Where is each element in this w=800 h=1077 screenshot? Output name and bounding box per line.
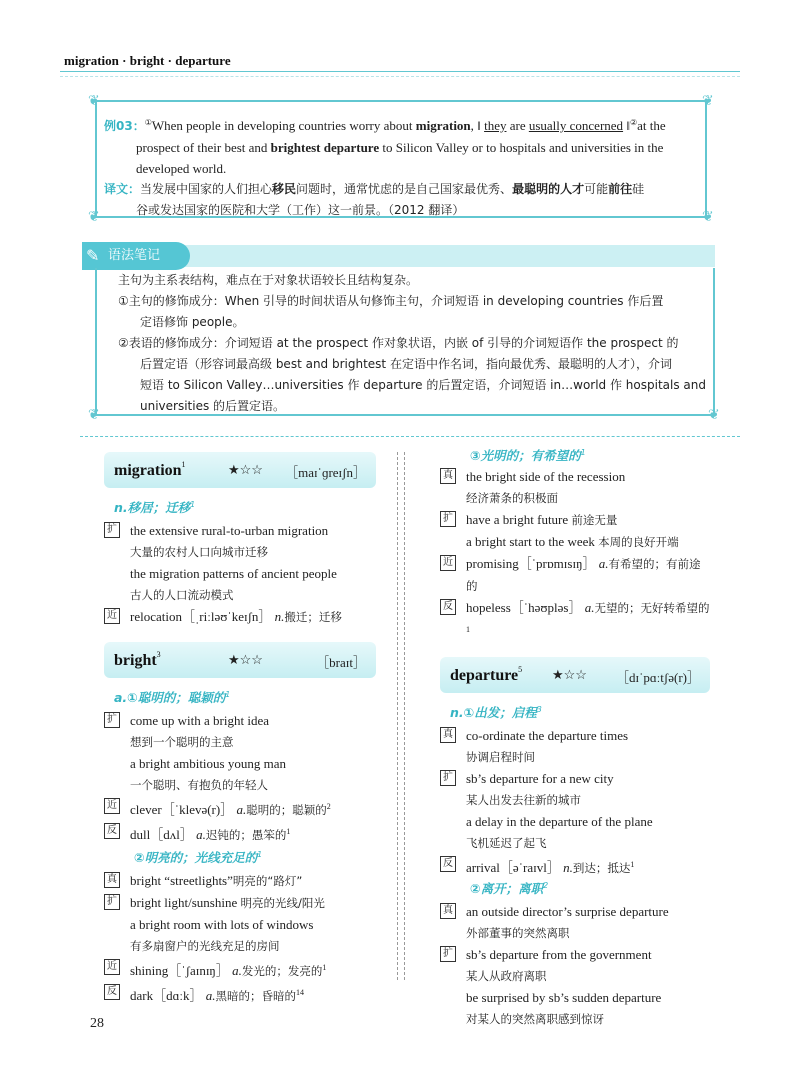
list-item: 近 promising［ˈprɒmɪsɪŋ］ a.有希望的；有前途的 <box>440 553 710 597</box>
example-sentence: 例03：①When people in developing countries worry about migration, ‖ they are usually concerned ‖②at the prospect of their best and brightest departure to Silicon Valley or to hospitals and universities in the developed world. 译文：当发展中国家的人们担心移民问题时，通常忧虑的是自己国家最优秀、最聪明的人才可能前往硅 谷或发达国家的医院和大学（工作）这一前景。（2012 翻译） <box>104 118 666 217</box>
corner-ornament-icon: ❦ <box>702 209 714 225</box>
list-item: 真 the bright side of the recession <box>440 466 710 487</box>
translation-label: 译文： <box>104 182 141 196</box>
list-item: 反 arrival［əˈraɪvl］ n.到达；抵达$^1$ <box>440 854 710 879</box>
antonym-badge: 反 <box>104 823 120 839</box>
expand-badge: 扩 <box>440 511 456 527</box>
example-label: 例03： <box>104 119 145 133</box>
header-rule <box>60 71 740 72</box>
list-item: 真 co-ordinate the departure times <box>440 725 710 746</box>
synonym-badge: 近 <box>440 555 456 571</box>
phonetic: ［dɪˈpɑːtʃə(r)］ <box>615 670 700 685</box>
list-item: 扩 sb’s departure from the government <box>440 944 710 965</box>
section-separator <box>80 436 740 437</box>
left-column: migration$^1$ ★☆☆ ［maɪˈɡreɪʃn］ n.移居；迁移$^1$ 扩 the extensive rural-to-urban migration 大量的农村人口向城市迁移 the migration patterns of ancient people 古人的人口流动模式 近 relocation［ˌriːləʊˈkeɪʃn］ n.搬迁；迁移 bright$^3$ ★☆☆ ［braɪt］ a.①聪明的；聪颖的$^1$ 扩 come up with a bright idea 想到一个聪明的主意 a bright ambitious young man 一个聪明、有抱负的年轻人 近 clever［ˈklevə(r)］ a.聪明的；聪颖的$^2$ 反 dull［dʌl］ a.迟钝的；愚笨的$^1$ ②明亮的；光线充足的$^1$ 真 bright “streetlights”明亮的“路灯” 扩 bright light/sunshine 明亮的光线/阳光 a bright room with lots of windows 有多扇窗户的光线充足的房间 近 shining［ˈʃaɪnɪŋ］ a.发光的；发亮的$^1$ 反 dark［dɑːk］ a.黑暗的；昏暗的$^{14}$ <box>104 452 376 1007</box>
real-exam-badge: 真 <box>440 903 456 919</box>
sense-label: a.①聪明的；聪颖的$^1$ <box>114 690 231 705</box>
sense-label: ②离开；离职$^2$ <box>470 881 549 896</box>
real-exam-badge: 真 <box>440 468 456 484</box>
list-item: 反 dull［dʌl］ a.迟钝的；愚笨的$^1$ <box>104 821 376 846</box>
column-divider <box>397 452 405 980</box>
synonym-badge: 近 <box>104 608 120 624</box>
pen-icon: ✎ <box>86 246 100 265</box>
list-item: 扩 the extensive rural-to-urban migration <box>104 520 376 541</box>
page-number: 28 <box>90 1016 104 1031</box>
list-item: 真 bright “streetlights”明亮的“路灯” <box>104 870 376 892</box>
antonym-badge: 反 <box>440 599 456 615</box>
list-item: 近 relocation［ˌriːləʊˈkeɪʃn］ n.搬迁；迁移 <box>104 606 376 628</box>
grammar-notes: 主句为主系表结构，难点在于对象状语较长且结构复杂。 ①主句的修饰成分：When 引导的时间状语从句修饰主句，介词短语 in developing countries 作后置 定语修饰 people。 ②表语的修饰成分：介词短语 at the prospect 作对象状语，内嵌 of 引导的介词短语作 the prospect 的 后置定语（形容词最高级 best and brightest 在定语中作名词，指向最优秀、最聪明的人才），介词 短语 to Silicon Valley…universities 作 departure 的后置定语，介词短语 in…world 作 hospitals and universities 的后置定语。 <box>118 273 706 413</box>
running-header: migration · bright · departure <box>64 53 231 68</box>
list-item: 反 dark［dɑːk］ a.黑暗的；昏暗的$^{14}$ <box>104 982 376 1007</box>
expand-badge: 扩 <box>104 894 120 910</box>
sense-label: n.移居；迁移$^1$ <box>114 500 196 515</box>
real-exam-badge: 真 <box>104 872 120 888</box>
antonym-badge: 反 <box>440 856 456 872</box>
frequency-stars: ★☆☆ <box>228 652 263 667</box>
synonym-badge: 近 <box>104 798 120 814</box>
expand-badge: 扩 <box>440 946 456 962</box>
corner-ornament-icon: ❦ <box>88 407 100 423</box>
list-item: 扩 bright light/sunshine 明亮的光线/阳光 <box>104 892 376 914</box>
frequency-stars: ★☆☆ <box>228 462 263 477</box>
sense-label: ③光明的；有希望的$^1$ <box>470 448 586 463</box>
frequency-stars: ★☆☆ <box>552 667 587 682</box>
corner-ornament-icon: ❦ <box>708 407 720 423</box>
list-item: 扩 sb’s departure for a new city <box>440 768 710 789</box>
phonetic: ［braɪt］ <box>316 655 366 670</box>
expand-badge: 扩 <box>104 712 120 728</box>
real-exam-badge: 真 <box>440 727 456 743</box>
grammar-title: 语法笔记 <box>82 242 190 270</box>
expand-badge: 扩 <box>440 770 456 786</box>
right-column: ③光明的；有希望的$^1$ 真 the bright side of the recession 经济萧条的积极面 扩 have a bright future 前途无量 a bright start to the week 本周的良好开端 近 promising［ˈprɒmɪsɪŋ］ a.有希望的；有前途的 反 hopeless［ˈhəʊpləs］ a.无望的；无好转希望的$^1$ departure$^5$ ★☆☆ ［dɪˈpɑːtʃə(r)］ n.①出发；启程$^3$ 真 co-ordinate the departure times 协调启程时间 扩 sb’s departure for a new city 某人出发去往新的城市 a delay in the departure of the plane 飞机延迟了起飞 反 arrival［əˈraɪvl］ n.到达；抵达$^1$ ②离开；离职$^2$ 真 an outside director’s surprise departure 外部董事的突然离职 扩 sb’s departure from the government 某人从政府离职 be surprised by sb’s sudden departure 对某人的突然离职感到惊讶 <box>440 446 710 1030</box>
list-item: 真 an outside director’s surprise departure <box>440 901 710 922</box>
sense-label: n.①出发；启程$^3$ <box>450 705 542 720</box>
list-item: 扩 have a bright future 前途无量 <box>440 509 710 531</box>
list-item: 扩 come up with a bright idea <box>104 710 376 731</box>
corner-ornament-icon: ❦ <box>702 93 714 109</box>
list-item: 近 clever［ˈklevə(r)］ a.聪明的；聪颖的$^2$ <box>104 796 376 821</box>
list-item: 近 shining［ˈʃaɪnɪŋ］ a.发光的；发亮的$^1$ <box>104 957 376 982</box>
synonym-badge: 近 <box>104 959 120 975</box>
corner-ornament-icon: ❦ <box>88 209 100 225</box>
corner-ornament-icon: ❦ <box>88 93 100 109</box>
phonetic: ［maɪˈɡreɪʃn］ <box>285 465 366 480</box>
header-dotted-rule <box>60 76 740 77</box>
expand-badge: 扩 <box>104 522 120 538</box>
antonym-badge: 反 <box>104 984 120 1000</box>
word-header-departure: departure$^5$ ★☆☆ ［dɪˈpɑːtʃə(r)］ <box>440 657 710 693</box>
word-header-migration: migration$^1$ ★☆☆ ［maɪˈɡreɪʃn］ <box>104 452 376 488</box>
sense-label: ②明亮的；光线充足的$^1$ <box>134 850 263 865</box>
word-header-bright: bright$^3$ ★☆☆ ［braɪt］ <box>104 642 376 678</box>
list-item: 反 hopeless［ˈhəʊpləs］ a.无望的；无好转希望的$^1$ <box>440 597 710 643</box>
